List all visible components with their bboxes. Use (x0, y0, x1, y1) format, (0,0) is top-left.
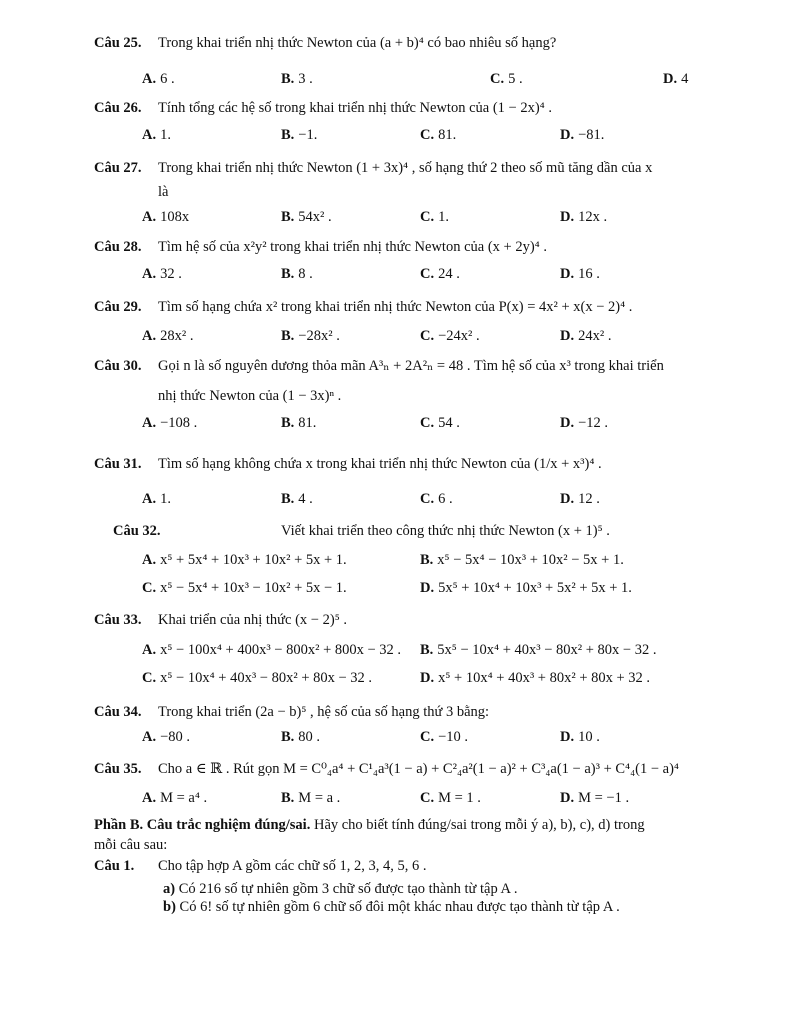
option-c: C. 81. (420, 127, 457, 143)
option-c: C. 1. (420, 209, 449, 225)
option-d: D. 24x² . (560, 328, 612, 344)
question-text: Cho a ∈ ℝ . Rút gọn M = C⁰₄a⁴ + C¹₄a³(1 − a) + C²₄a²(1 − a)² + C³₄a(1 − a)³ + C⁴₄(1 − a)⁴ (158, 761, 679, 777)
question-number: Câu 32. (113, 523, 161, 539)
option-b: B. 8 . (281, 266, 313, 282)
option-d: D. 12x . (560, 209, 608, 225)
option-b: B. 80 . (281, 729, 321, 745)
option-c: C. x⁵ − 10x⁴ + 40x³ − 80x² + 80x − 32 . (142, 670, 373, 686)
option-a: A. M = a⁴ . (142, 790, 208, 806)
option-d: D. −12 . (560, 415, 609, 431)
question-number: Câu 31. (94, 456, 142, 472)
option-a: A. 108x (142, 209, 190, 225)
option-b: B. 81. (281, 415, 317, 431)
option-d: D. 16 . (560, 266, 600, 282)
option-d: D. 4 (663, 71, 689, 87)
question-text: Gọi n là số nguyên dương thỏa mãn A³ₙ + 2A²ₙ = 48 . Tìm hệ số của x³ trong khai triển (158, 358, 664, 374)
option-b: B. −1. (281, 127, 318, 143)
option-d: D. 10 . (560, 729, 600, 745)
option-b: B. x⁵ − 5x⁴ − 10x³ + 10x² − 5x + 1. (420, 552, 624, 568)
question-text: Tìm hệ số của x²y² trong khai triển nhị thức Newton của (x + 2y)⁴ . (158, 239, 547, 255)
option-a: A. 1. (142, 127, 171, 143)
section-b-title: Phần B. Câu trắc nghiệm đúng/sai. (94, 817, 311, 833)
option-c: C. 5 . (490, 71, 523, 87)
option-b: B. M = a . (281, 790, 341, 806)
question-number: Câu 35. (94, 761, 142, 777)
question-text: Tìm số hạng chứa x² trong khai triển nhị thức Newton của P(x) = 4x² + x(x − 2)⁴ . (158, 299, 633, 315)
question-number: Câu 28. (94, 239, 142, 255)
section-b-intro: Phần B. Câu trắc nghiệm đúng/sai. Hãy cho biết tính đúng/sai trong mỗi ý a), b), c), d) trong (94, 817, 645, 833)
option-d: D. M = −1 . (560, 790, 630, 806)
option-a: A. 32 . (142, 266, 182, 282)
section-b-intro-continued: mỗi câu sau: (94, 837, 168, 853)
question-text: Trong khai triển (2a − b)⁵ , hệ số của số hạng thứ 3 bằng: (158, 704, 490, 720)
question-number: Câu 25. (94, 35, 142, 51)
option-a: A. −80 . (142, 729, 191, 745)
option-c: C. −24x² . (420, 328, 480, 344)
question-number: Câu 33. (94, 612, 142, 628)
option-b: B. 4 . (281, 491, 313, 507)
option-d: D. 12 . (560, 491, 600, 507)
question-number: Câu 1. (94, 858, 135, 874)
question-text: Tính tổng các hệ số trong khai triển nhị thức Newton của (1 − 2x)⁴ . (158, 100, 552, 116)
option-a: A. x⁵ − 100x⁴ + 400x³ − 800x² + 800x − 32 . (142, 642, 402, 658)
question-text: Trong khai triển nhị thức Newton (1 + 3x)⁴ , số hạng thứ 2 theo số mũ tăng dần của x (158, 160, 653, 176)
question-number: Câu 29. (94, 299, 142, 315)
option-b: B. 54x² . (281, 209, 332, 225)
option-c: C. 24 . (420, 266, 460, 282)
option-b: B. 5x⁵ − 10x⁴ + 40x³ − 80x² + 80x − 32 . (420, 642, 657, 658)
question-text: Cho tập hợp A gồm các chữ số 1, 2, 3, 4, 5, 6 . (158, 858, 427, 874)
question-number: Câu 34. (94, 704, 142, 720)
option-a: A. −108 . (142, 415, 198, 431)
question-text: Tìm số hạng không chứa x trong khai triển nhị thức Newton của (1/x + x³)⁴ . (158, 456, 602, 472)
statement-a: a) Có 216 số tự nhiên gồm 3 chữ số được tạo thành từ tập A . (163, 881, 518, 897)
option-b: B. −28x² . (281, 328, 340, 344)
question-number: Câu 26. (94, 100, 142, 116)
option-d: D. x⁵ + 10x⁴ + 40x³ + 80x² + 80x + 32 . (420, 670, 651, 686)
question-text-continued: là (158, 184, 169, 200)
option-c: C. M = 1 . (420, 790, 481, 806)
option-c: C. −10 . (420, 729, 469, 745)
option-a: A. 6 . (142, 71, 175, 87)
question-text-continued: nhị thức Newton của (1 − 3x)ⁿ . (158, 388, 342, 404)
option-a: A. 1. (142, 491, 171, 507)
option-d: D. −81. (560, 127, 605, 143)
question-number: Câu 27. (94, 160, 142, 176)
option-d: D. 5x⁵ + 10x⁴ + 10x³ + 5x² + 5x + 1. (420, 580, 632, 596)
option-c: C. x⁵ − 5x⁴ + 10x³ − 10x² + 5x − 1. (142, 580, 347, 596)
option-a: A. 28x² . (142, 328, 194, 344)
option-c: C. 54 . (420, 415, 460, 431)
statement-b: b) Có 6! số tự nhiên gồm 6 chữ số đôi một khác nhau được tạo thành từ tập A . (163, 899, 620, 915)
question-text: Viết khai triển theo công thức nhị thức Newton (x + 1)⁵ . (281, 523, 610, 539)
option-b: B. 3 . (281, 71, 313, 87)
question-text: Khai triển của nhị thức (x − 2)⁵ . (158, 612, 347, 628)
option-c: C. 6 . (420, 491, 453, 507)
question-number: Câu 30. (94, 358, 142, 374)
option-a: A. x⁵ + 5x⁴ + 10x³ + 10x² + 5x + 1. (142, 552, 347, 568)
question-text: Trong khai triển nhị thức Newton của (a + b)⁴ có bao nhiêu số hạng? (158, 35, 557, 51)
